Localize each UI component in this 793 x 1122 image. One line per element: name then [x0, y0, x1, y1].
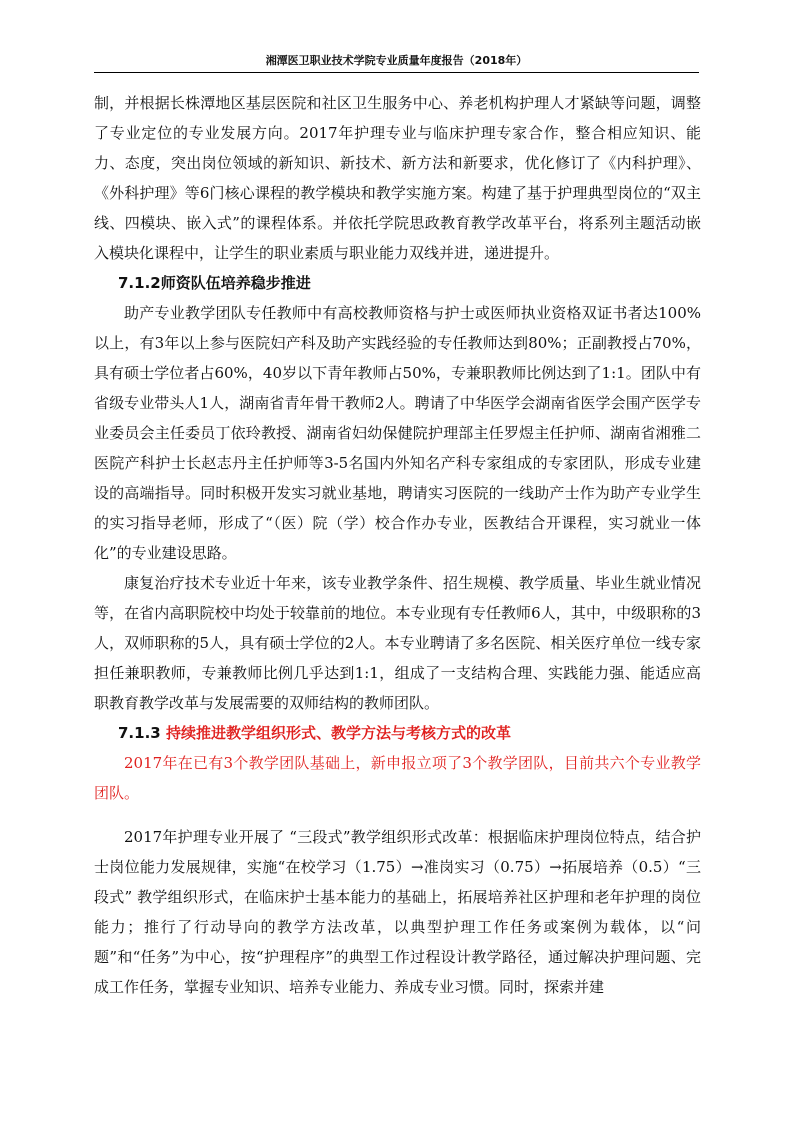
paragraph-midwifery-team: 助产专业教学团队专任教师中有高校教师资格与护士或医师执业资格双证书者达100%以上，有3年以上参与医院妇产科及助产实践经验的专任教师达到80%；正副教授占70%，具有硕士学位者占60%，40岁以下青年教师占50%，专兼职教师比例达到了1:1。团队中有省级专业带头人1人，湖南省青年骨干教师2人。聘请了中华医学会湖南省医学会围产医学专业委员会主任委员丁依玲教授、湖南省妇幼保健院护理部主任罗煜主任护师、湖南省湘雅二医院产科护士长赵志丹主任护师等3-5名国内外知名产科专家组成的专家团队，形成专业建设的高端指导。同时积极开发实习就业基地，聘请实习医院的一线助产士作为助产专业学生的实习指导老师，形成了“（医）院（学）校合作办专业，医教结合开课程，实习就业一体化”的专业建设思路。: [94, 304, 701, 562]
section-number: 7.1.3: [118, 724, 161, 742]
paragraph-rehab-team: 康复治疗技术专业近十年来，该专业教学条件、招生规模、教学质量、毕业生就业情况等，在省内高职院校中均处于较靠前的地位。本专业现有专任教师6人，其中，中级职称的3人，双师职称的5人，具有硕士学位的2人。本专业聘请了多名医院、相关医疗单位一线专家担任兼职教师，专兼教师比例几乎达到1:1，组成了一支结构合理、实践能力强、能适应高职教育教学改革与发展需要的双师结构的教师团队。: [94, 574, 701, 712]
paragraph-curriculum: 制，并根据长株潭地区基层医院和社区卫生服务中心、养老机构护理人才紧缺等问题，调整了专业定位的专业发展方向。2017年护理专业与临床护理专家合作，整合相应知识、能力、态度，突出岗位领域的新知识、新技术、新方法和新要求，优化修订了《内科护理》、《外科护理》等6门核心课程的教学模块和教学实施方案。构建了基于护理典型岗位的“双主线、四模块、嵌入式”的课程体系。并依托学院思政教育教学改革平台，将系列主题活动嵌入模块化课程中，让学生的职业素质与职业能力双线并进，递进提升。: [94, 94, 701, 262]
spacer: [94, 808, 701, 822]
page-body: [94, 88, 701, 1002]
section-heading-reform: [94, 718, 701, 748]
paragraph-three-stage-reform: 2017年护理专业开展了 “三段式”教学组织形式改革：根据临床护理岗位特点，结合护士岗位能力发展规律，实施“在校学习（1.75）→准岗实习（0.75）→拓展培养（0.5）“三段式” 教学组织形式，在临床护士基本能力的基础上，拓展培养社区护理和老年护理的岗位能力；推行了行动导向的教学方法改革，以典型护理工作任务或案例为载体，以“问题”和“任务”为中心，按“护理程序”的典型工作过程设计教学路径，通过解决护理问题、完成工作任务，掌握专业知识、培养专业能力、养成专业习惯。同时，探索并建: [94, 828, 701, 996]
page-header: 湘潭医卫职业技术学院专业质量年度报告（2018年）: [265, 54, 528, 67]
section-heading-faculty: 7.1.2师资队伍培养稳步推进: [118, 274, 311, 292]
paragraph-teaching-teams: 2017年在已有3个教学团队基础上，新申报立项了3个教学团队，目前共六个专业教学团队。: [94, 754, 701, 802]
header-rule: [94, 72, 699, 73]
section-title: 持续推进教学组织形式、教学方法与考核方式的改革: [165, 724, 511, 742]
